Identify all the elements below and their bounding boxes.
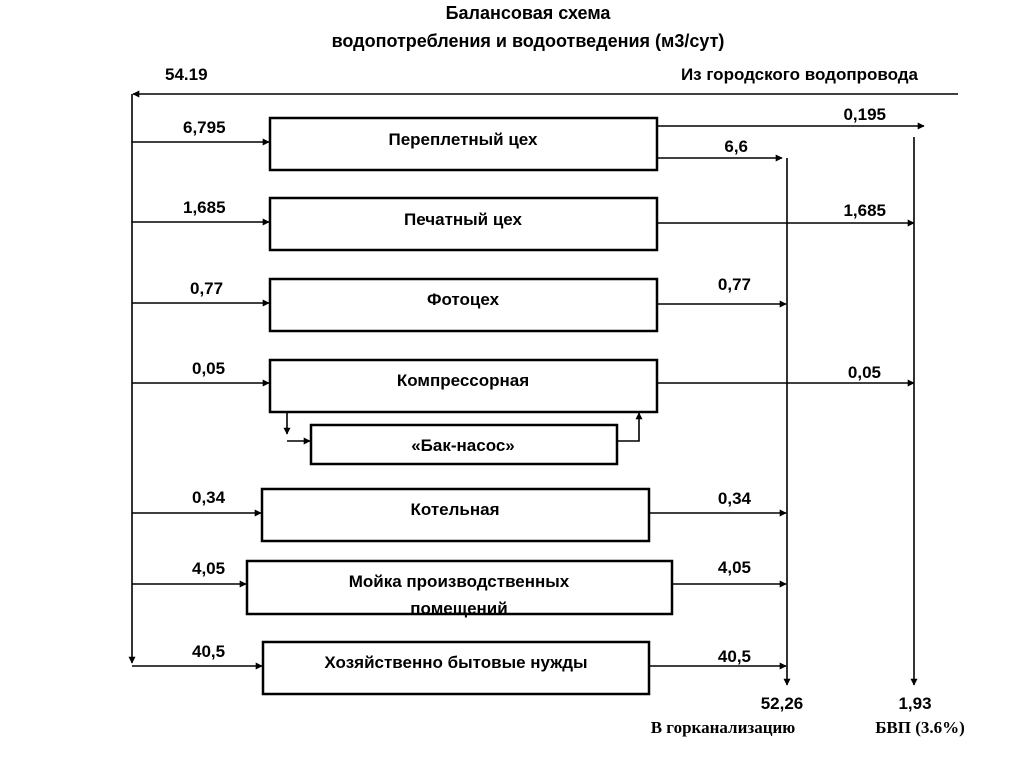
sewer-total-value: 52,26 [760, 694, 804, 713]
sewer-total-label: В горканализацию [650, 718, 796, 737]
supply-total-label: 54.19 [165, 65, 208, 84]
household-input-value: 40,5 [192, 642, 226, 661]
supply-source-label: Из городского водопровода [680, 65, 918, 84]
printing-loss-value: 1,685 [843, 201, 886, 220]
bindery-loss-value: 0,195 [843, 105, 886, 124]
compressor-input-value: 0,05 [192, 359, 226, 378]
boiler-input-value: 0,34 [192, 488, 226, 507]
photo-sewer-value: 0,77 [717, 275, 751, 294]
bindery-label: Переплетный цех [388, 130, 538, 149]
printing-label: Печатный цех [404, 210, 522, 229]
compressor-loss-value: 0,05 [847, 363, 881, 382]
loss-total-value: 1,93 [898, 694, 932, 713]
diagram-subtitle: водопотребления и водоотведения (м3/сут) [331, 31, 725, 51]
bindery-sewer-value: 6,6 [724, 137, 748, 156]
household-sewer-value: 40,5 [717, 647, 751, 666]
boiler-label: Котельная [410, 500, 500, 519]
washing-input-value: 4,05 [192, 559, 226, 578]
washing-sewer-value: 4,05 [717, 558, 751, 577]
boiler-sewer-value: 0,34 [717, 489, 751, 508]
photo-label: Фотоцех [426, 290, 500, 309]
tank-pump-label: «Бак-насос» [411, 436, 515, 455]
photo-input-value: 0,77 [190, 279, 224, 298]
printing-input-value: 1,685 [183, 198, 226, 217]
loss-total-label: БВП (3.6%) [875, 718, 965, 737]
tank-to-compressor-arrow [617, 413, 639, 441]
diagram-title: Балансовая схема [445, 3, 611, 23]
washing-label-line2: помещений [410, 599, 508, 618]
bindery-input-value: 6,795 [183, 118, 226, 137]
compressor-label: Компрессорная [396, 371, 530, 390]
household-label: Хозяйственно бытовые нужды [324, 653, 588, 672]
washing-label-line1: Мойка производственных [348, 572, 570, 591]
